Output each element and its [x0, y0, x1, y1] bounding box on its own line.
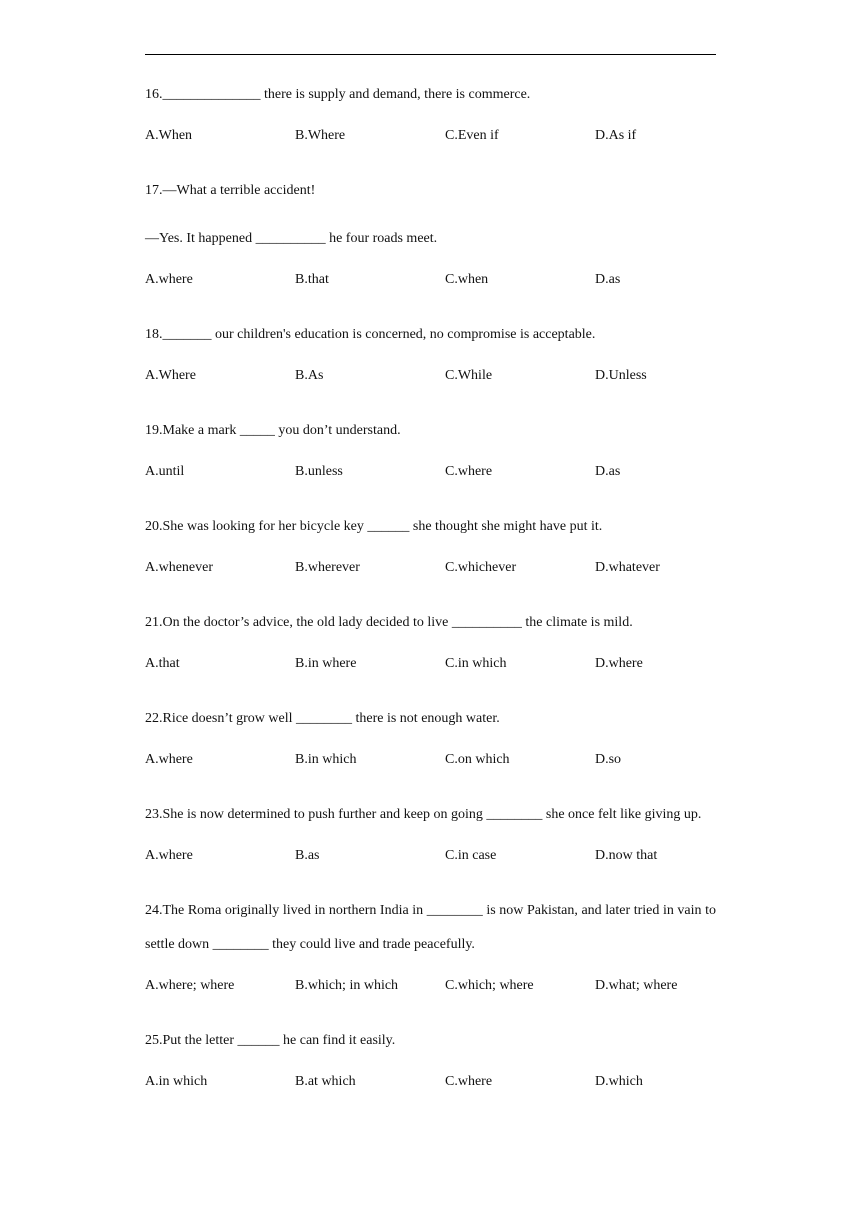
options-row	[145, 846, 716, 866]
option-c[interactable]: C.in case	[445, 848, 497, 863]
question-list	[145, 78, 716, 1120]
option-a[interactable]: A.that	[145, 656, 180, 671]
option-c[interactable]: C.which; where	[445, 978, 534, 993]
question-text: 20.She was looking for her bicycle key ______ she thought she might have put it.	[145, 519, 603, 534]
question-19	[145, 414, 716, 482]
option-c[interactable]: C.While	[445, 368, 493, 383]
options-row	[145, 1072, 716, 1092]
option-d[interactable]: D.what; where	[595, 978, 678, 993]
options-row	[145, 558, 716, 578]
option-d[interactable]: D.whatever	[595, 560, 660, 575]
option-d[interactable]: D.as	[595, 464, 621, 479]
question-23	[145, 798, 716, 866]
option-a[interactable]: A.where; where	[145, 978, 235, 993]
option-c[interactable]: C.where	[445, 1074, 493, 1089]
option-a[interactable]: A.Where	[145, 368, 196, 383]
options-row	[145, 750, 716, 770]
option-b[interactable]: B.Where	[295, 128, 346, 143]
option-d[interactable]: D.which	[595, 1074, 643, 1089]
question-text: 19.Make a mark _____ you don’t understand.	[145, 423, 401, 438]
options-row	[145, 654, 716, 674]
options-row	[145, 366, 716, 386]
option-a[interactable]: A.where	[145, 272, 193, 287]
question-text: 16.______________ there is supply and demand, there is commerce.	[145, 87, 531, 102]
question-25	[145, 1024, 716, 1092]
option-b[interactable]: B.as	[295, 848, 320, 863]
question-text: 17.—What a terrible accident!	[145, 183, 316, 198]
option-b[interactable]: B.As	[295, 368, 324, 383]
question-22	[145, 702, 716, 770]
option-d[interactable]: D.where	[595, 656, 643, 671]
question-18	[145, 318, 716, 386]
option-a[interactable]: A.in which	[145, 1074, 208, 1089]
option-d[interactable]: D.Unless	[595, 368, 647, 383]
option-d[interactable]: D.as	[595, 272, 621, 287]
option-b[interactable]: B.wherever	[295, 560, 360, 575]
option-c[interactable]: C.Even if	[445, 128, 499, 143]
options-row	[145, 126, 716, 146]
option-b[interactable]: B.which; in which	[295, 978, 399, 993]
question-20	[145, 510, 716, 578]
question-text: 18._______ our children's education is concerned, no compromise is acceptable.	[145, 327, 596, 342]
option-a[interactable]: A.whenever	[145, 560, 214, 575]
option-d[interactable]: D.As if	[595, 128, 637, 143]
options-row	[145, 462, 716, 482]
question-text: 25.Put the letter ______ he can find it easily.	[145, 1033, 396, 1048]
options-row	[145, 976, 716, 996]
question-21	[145, 606, 716, 674]
option-c[interactable]: C.on which	[445, 752, 510, 767]
option-a[interactable]: A.When	[145, 128, 193, 143]
option-c[interactable]: C.whichever	[445, 560, 517, 575]
question-text-reply: —Yes. It happened __________ he four roads meet.	[145, 231, 438, 246]
option-c[interactable]: C.where	[445, 464, 493, 479]
question-text: 21.On the doctor’s advice, the old lady decided to live __________ the climate is mild.	[145, 615, 633, 630]
option-b[interactable]: B.in where	[295, 656, 357, 671]
option-a[interactable]: A.where	[145, 752, 193, 767]
question-16	[145, 78, 716, 146]
option-d[interactable]: D.so	[595, 752, 622, 767]
option-c[interactable]: C.when	[445, 272, 489, 287]
question-text: 23.She is now determined to push further and keep on going ________ she once felt like giving up.	[145, 807, 702, 822]
option-b[interactable]: B.at which	[295, 1074, 356, 1089]
option-d[interactable]: D.now that	[595, 848, 658, 863]
question-text: 24.The Roma originally lived in northern India in ________ is now Pakistan, and later tried in vain to settle down ________ they could live and trade peacefully.	[145, 903, 716, 952]
option-c[interactable]: C.in which	[445, 656, 507, 671]
option-b[interactable]: B.that	[295, 272, 329, 287]
question-24	[145, 894, 716, 996]
option-b[interactable]: B.unless	[295, 464, 343, 479]
question-17	[145, 174, 716, 290]
header-rule	[145, 54, 716, 55]
question-text: 22.Rice doesn’t grow well ________ there is not enough water.	[145, 711, 500, 726]
option-a[interactable]: A.until	[145, 464, 185, 479]
options-row	[145, 270, 716, 290]
option-a[interactable]: A.where	[145, 848, 193, 863]
option-b[interactable]: B.in which	[295, 752, 357, 767]
